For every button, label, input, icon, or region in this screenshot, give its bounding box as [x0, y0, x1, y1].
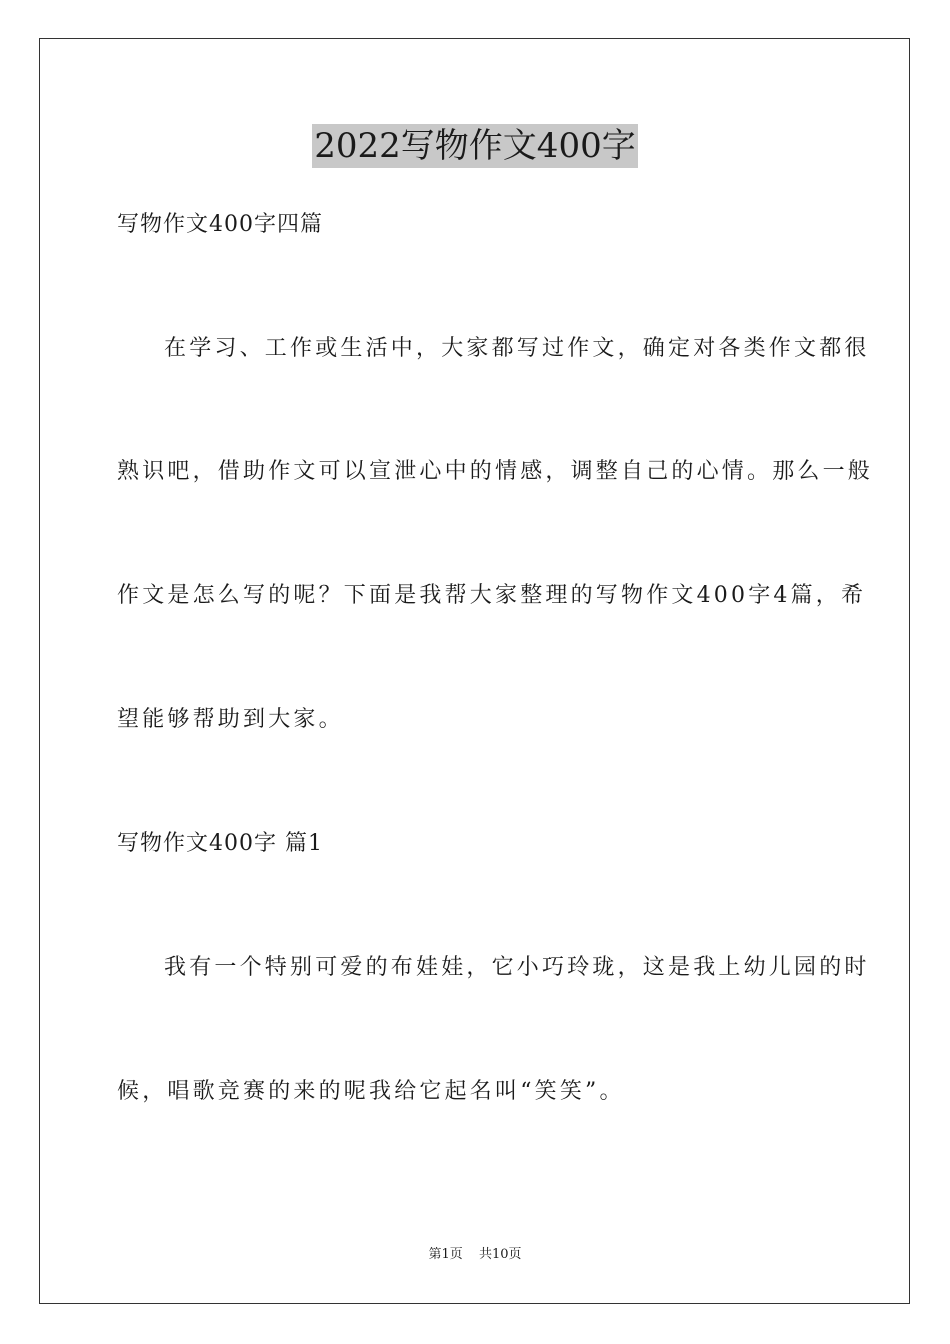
- intro-line-1: 在学习、工作或生活中，大家都写过作文，确定对各类作文都很: [164, 336, 870, 361]
- intro-line-2: 熟识吧，借助作文可以宣泄心中的情感，调整自己的心情。那么一般: [117, 459, 874, 484]
- page-number-current: 第1页: [428, 1247, 463, 1262]
- document-title: 2022写物作文400字: [314, 126, 636, 166]
- document-subtitle: 写物作文400字四篇: [117, 212, 323, 237]
- section-heading: 写物作文400字 篇1: [117, 831, 323, 856]
- intro-line-3: 作文是怎么写的呢？下面是我帮大家整理的写物作文400字4篇，希: [117, 583, 867, 608]
- intro-line-4: 望能够帮助到大家。: [117, 707, 344, 732]
- title-container: [0, 124, 950, 168]
- page-number-total: 共10页: [478, 1247, 522, 1262]
- page-footer: [0, 1246, 950, 1264]
- section-line-1: 我有一个特别可爱的布娃娃，它小巧玲珑，这是我上幼儿园的时: [164, 955, 870, 980]
- section-line-2: 候，唱歌竞赛的来的呢我给它起名叫“笑笑”。: [117, 1079, 625, 1104]
